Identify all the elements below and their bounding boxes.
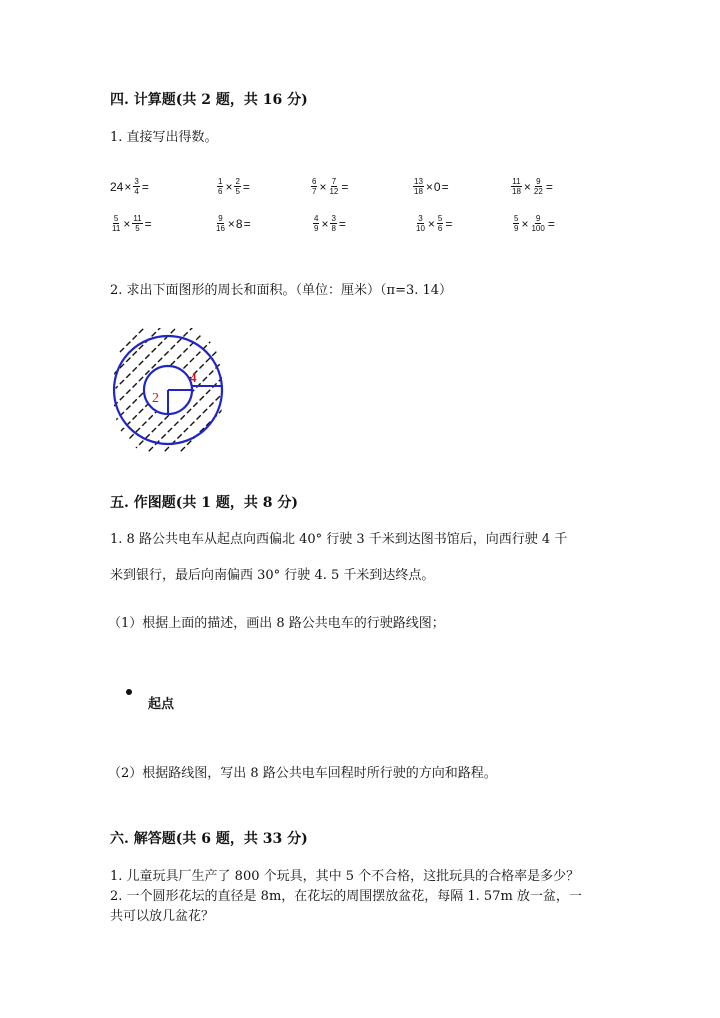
fraction: $\frac{11}{5}$ xyxy=(133,214,142,233)
equals-sign: = xyxy=(141,179,149,194)
equals-sign: = xyxy=(144,216,152,231)
question-4-1: 1. 直接写出得数。 xyxy=(110,130,218,145)
question-6-2-line1: 2. 一个圆形花坛的直径是 8m，在花坛的周围摆放盆花，每隔 1. 57m 放一盆，一 xyxy=(110,889,582,904)
fraction: $\frac{2}{5}$ xyxy=(235,177,240,196)
fraction: $\frac{3}{4}$ xyxy=(134,177,139,196)
calc-r2-b xyxy=(214,214,252,233)
fraction: $\frac{3}{8}$ xyxy=(331,214,336,233)
fraction: $\frac{5}{9}$ xyxy=(514,214,519,233)
section-5-title: 五. 作图题(共 1 题，共 8 分) xyxy=(110,495,298,511)
section-4-title: 四. 计算题(共 2 题，共 16 分) xyxy=(110,92,308,108)
fraction: $\frac{13}{18}$ xyxy=(414,177,423,196)
times-sign: × xyxy=(124,179,132,194)
times-sign: × xyxy=(427,216,435,231)
calc-r2-d xyxy=(414,214,453,233)
ring-figure xyxy=(108,328,232,452)
question-5-1-sub1: （1）根据上面的描述，画出 8 路公共电车的行驶路线图； xyxy=(108,616,445,631)
question-5-1-line2: 米到银行，最后向南偏西 30° 行驶 4. 5 千米到达终点。 xyxy=(110,568,435,583)
times-sign: × xyxy=(321,216,329,231)
question-6-2-line2: 共可以放几盆花？ xyxy=(110,909,215,924)
calc-int: 0 xyxy=(433,179,441,194)
calc-r2-a xyxy=(110,214,153,233)
fraction: $\frac{5}{6}$ xyxy=(437,214,443,233)
times-sign: × xyxy=(123,216,131,231)
fraction: $\frac{9}{100}$ xyxy=(531,214,545,233)
equals-sign: = xyxy=(545,179,553,194)
fraction: $\frac{6}{7}$ xyxy=(312,177,317,196)
calc-r1-c xyxy=(310,177,349,196)
start-point-label: 起点 xyxy=(148,697,175,712)
fraction: $\frac{5}{11}$ xyxy=(112,214,121,233)
fraction: $\frac{1}{6}$ xyxy=(218,177,223,196)
question-4-2: 2. 求出下面图形的周长和面积。（单位：厘米）（π=3. 14） xyxy=(110,283,453,298)
calc-r1-d xyxy=(412,177,450,196)
outer-radius-label: 4 xyxy=(190,370,197,385)
equals-sign: = xyxy=(242,179,250,194)
times-sign: × xyxy=(523,179,531,194)
equals-sign: = xyxy=(441,179,449,194)
inner-radius-label: 2 xyxy=(152,391,159,406)
question-5-1-line1: 1. 8 路公共电车从起点向西偏北 40° 行驶 3 千米到达图书馆后，向西行驶 4 千 xyxy=(110,532,568,547)
times-sign: × xyxy=(319,179,327,194)
times-sign: × xyxy=(227,216,235,231)
equals-sign: = xyxy=(243,216,251,231)
calc-r2-c xyxy=(312,214,347,233)
question-5-1-sub2: （2）根据路线图，写出 8 路公共电车回程时所行驶的方向和路程。 xyxy=(108,766,497,781)
equals-sign: = xyxy=(445,216,453,231)
fraction: $\frac{3}{10}$ xyxy=(416,214,425,233)
equals-sign: = xyxy=(338,216,346,231)
calc-int: 8 xyxy=(235,216,243,231)
calc-r1-e xyxy=(510,177,554,196)
calc-r2-e xyxy=(512,214,556,233)
question-6-1: 1. 儿童玩具厂生产了 800 个玩具，其中 5 个不合格，这批玩具的合格率是多少？ xyxy=(110,869,580,884)
times-sign: × xyxy=(425,179,433,194)
fraction: $\frac{11}{18}$ xyxy=(512,177,521,196)
calc-int: 24 xyxy=(110,179,124,194)
equals-sign: = xyxy=(547,216,555,231)
calc-r1-b xyxy=(216,177,251,196)
equals-sign: = xyxy=(341,179,349,194)
times-sign: × xyxy=(225,179,233,194)
fraction: $\frac{9}{16}$ xyxy=(216,214,225,233)
fraction: $\frac{9}{22}$ xyxy=(533,177,543,196)
fraction: $\frac{4}{9}$ xyxy=(314,214,319,233)
fraction: $\frac{7}{12}$ xyxy=(329,177,339,196)
section-6-title: 六. 解答题(共 6 题，共 33 分) xyxy=(110,831,308,847)
start-point-dot xyxy=(126,689,132,695)
times-sign: × xyxy=(521,216,529,231)
calc-r1-a xyxy=(110,177,150,196)
